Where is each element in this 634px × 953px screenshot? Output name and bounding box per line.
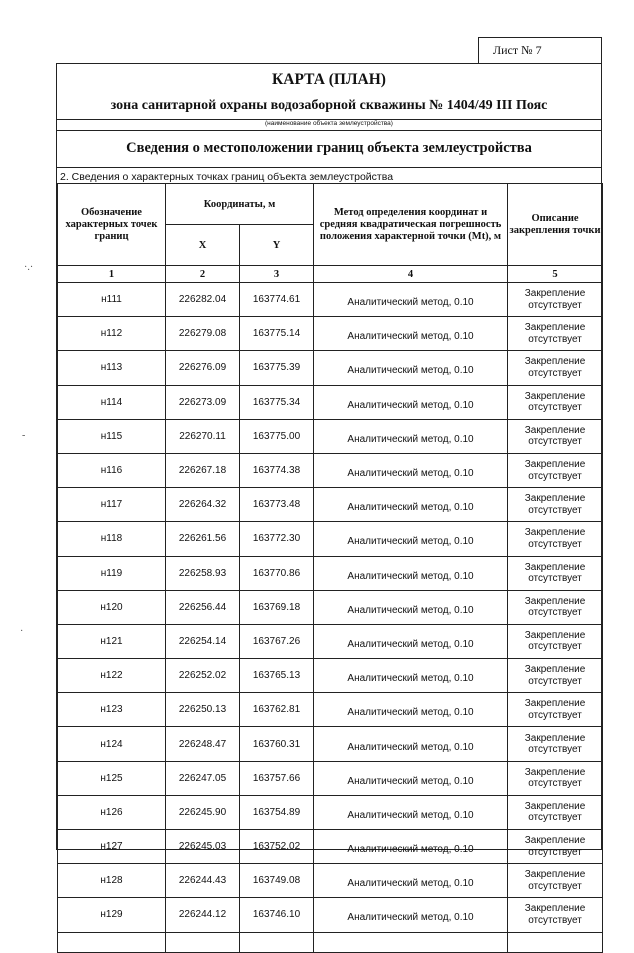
column-number: 4 (314, 266, 508, 283)
point-designation: н128 (58, 864, 166, 898)
document-subtitle: зона санитарной охраны водозаборной скважины № 1404/49 III Пояс (110, 98, 548, 113)
method-cell: Аналитический метод, 0.10 (314, 659, 508, 693)
fixing-description: Закрепление отсутствует (508, 453, 603, 487)
table-row (58, 419, 603, 453)
point-designation: н117 (58, 488, 166, 522)
table-row (58, 317, 603, 351)
x-coordinate: 226244.12 (166, 898, 240, 932)
document-frame (56, 63, 602, 926)
x-coordinate: 226261.56 (166, 522, 240, 556)
method-cell: Аналитический метод, 0.10 (314, 761, 508, 795)
x-coordinate: 226267.18 (166, 453, 240, 487)
fixing-description: Закрепление отсутствует (508, 556, 603, 590)
table-row (58, 453, 603, 487)
table-row (58, 659, 603, 693)
scan-artifact: · (20, 626, 24, 637)
method-cell: Аналитический метод, 0.10 (314, 727, 508, 761)
scan-artifact: ·.· (24, 262, 34, 273)
column-number: 2 (166, 266, 240, 283)
x-coordinate: 226276.09 (166, 351, 240, 385)
header-y: Y (240, 225, 314, 266)
fixing-description: Закрепление отсутствует (508, 419, 603, 453)
header-designation: Обозначение характерных точек границ (58, 184, 166, 266)
x-coordinate: 226245.03 (166, 830, 240, 864)
y-coordinate: 163754.89 (240, 795, 314, 829)
y-coordinate: 163773.48 (240, 488, 314, 522)
empty-cell (314, 932, 508, 952)
point-designation: н115 (58, 419, 166, 453)
fixing-description: Закрепление отсутствует (508, 795, 603, 829)
method-cell: Аналитический метод, 0.10 (314, 795, 508, 829)
table-row (58, 488, 603, 522)
table-row (58, 795, 603, 829)
header-description: Описание закрепления точки (508, 184, 603, 266)
empty-cell (166, 932, 240, 952)
x-coordinate: 226270.11 (166, 419, 240, 453)
x-coordinate: 226273.09 (166, 385, 240, 419)
y-coordinate: 163767.26 (240, 624, 314, 658)
fixing-description: Закрепление отсутствует (508, 830, 603, 864)
column-number: 1 (58, 266, 166, 283)
fixing-description: Закрепление отсутствует (508, 624, 603, 658)
table-row (58, 590, 603, 624)
fixing-description: Закрепление отсутствует (508, 659, 603, 693)
y-coordinate: 163775.14 (240, 317, 314, 351)
header-x: X (166, 225, 240, 266)
y-coordinate: 163760.31 (240, 727, 314, 761)
y-coordinate: 163746.10 (240, 898, 314, 932)
y-coordinate: 163752.02 (240, 830, 314, 864)
method-cell: Аналитический метод, 0.10 (314, 283, 508, 317)
point-designation: н118 (58, 522, 166, 556)
document-title: КАРТА (ПЛАН) (272, 71, 386, 88)
method-cell: Аналитический метод, 0.10 (314, 419, 508, 453)
point-designation: н122 (58, 659, 166, 693)
method-cell: Аналитический метод, 0.10 (314, 556, 508, 590)
x-coordinate: 226254.14 (166, 624, 240, 658)
table-row (58, 556, 603, 590)
fixing-description: Закрепление отсутствует (508, 590, 603, 624)
point-designation: н114 (58, 385, 166, 419)
method-cell: Аналитический метод, 0.10 (314, 590, 508, 624)
method-cell: Аналитический метод, 0.10 (314, 624, 508, 658)
point-designation: н119 (58, 556, 166, 590)
method-cell: Аналитический метод, 0.10 (314, 693, 508, 727)
point-designation: н123 (58, 693, 166, 727)
point-designation: н120 (58, 590, 166, 624)
table-row (58, 522, 603, 556)
point-designation: н126 (58, 795, 166, 829)
y-coordinate: 163775.39 (240, 351, 314, 385)
table-row (58, 385, 603, 419)
header-coordinates: Координаты, м (166, 184, 314, 225)
object-caption: (наименование объекта землеустройства) (265, 120, 393, 127)
column-number: 3 (240, 266, 314, 283)
y-coordinate: 163775.00 (240, 419, 314, 453)
x-coordinate: 226245.90 (166, 795, 240, 829)
fixing-description: Закрепление отсутствует (508, 898, 603, 932)
method-cell: Аналитический метод, 0.10 (314, 488, 508, 522)
x-coordinate: 226279.08 (166, 317, 240, 351)
table-row (58, 864, 603, 898)
point-designation: н113 (58, 351, 166, 385)
y-coordinate: 163765.13 (240, 659, 314, 693)
fixing-description: Закрепление отсутствует (508, 522, 603, 556)
table-row (58, 693, 603, 727)
sheet-number: Лист № 7 (478, 37, 602, 64)
table-row (58, 761, 603, 795)
point-designation: н116 (58, 453, 166, 487)
method-cell: Аналитический метод, 0.10 (314, 385, 508, 419)
divider (57, 130, 601, 131)
subsection-title: 2. Сведения о характерных точках границ объекта землеустройства (60, 171, 394, 183)
table-row (58, 283, 603, 317)
point-designation: н111 (58, 283, 166, 317)
fixing-description: Закрепление отсутствует (508, 351, 603, 385)
fixing-description: Закрепление отсутствует (508, 761, 603, 795)
table-row (58, 624, 603, 658)
empty-row (58, 932, 603, 952)
table-row (58, 830, 603, 864)
scan-artifact: - (22, 430, 26, 441)
fixing-description: Закрепление отсутствует (508, 283, 603, 317)
table-row (58, 727, 603, 761)
section-title: Сведения о местоположении границ объекта землеустройства (126, 140, 532, 156)
x-coordinate: 226258.93 (166, 556, 240, 590)
divider (57, 167, 601, 168)
method-cell: Аналитический метод, 0.10 (314, 830, 508, 864)
x-coordinate: 226250.13 (166, 693, 240, 727)
y-coordinate: 163749.08 (240, 864, 314, 898)
table-row (58, 898, 603, 932)
empty-cell (508, 932, 603, 952)
x-coordinate: 226244.43 (166, 864, 240, 898)
fixing-description: Закрепление отсутствует (508, 385, 603, 419)
point-designation: н129 (58, 898, 166, 932)
header-method: Метод определения координат и средняя квадратическая погрешность положения характерной точки (Mt), м (314, 184, 508, 266)
y-coordinate: 163762.81 (240, 693, 314, 727)
points-table (57, 183, 603, 953)
fixing-description: Закрепление отсутствует (508, 727, 603, 761)
y-coordinate: 163774.38 (240, 453, 314, 487)
empty-cell (58, 932, 166, 952)
point-designation: н125 (58, 761, 166, 795)
y-coordinate: 163770.86 (240, 556, 314, 590)
x-coordinate: 226256.44 (166, 590, 240, 624)
y-coordinate: 163757.66 (240, 761, 314, 795)
method-cell: Аналитический метод, 0.10 (314, 864, 508, 898)
point-designation: н112 (58, 317, 166, 351)
y-coordinate: 163772.30 (240, 522, 314, 556)
method-cell: Аналитический метод, 0.10 (314, 317, 508, 351)
point-designation: н124 (58, 727, 166, 761)
y-coordinate: 163775.34 (240, 385, 314, 419)
method-cell: Аналитический метод, 0.10 (314, 898, 508, 932)
x-coordinate: 226247.05 (166, 761, 240, 795)
x-coordinate: 226252.02 (166, 659, 240, 693)
method-cell: Аналитический метод, 0.10 (314, 453, 508, 487)
column-number: 5 (508, 266, 603, 283)
fixing-description: Закрепление отсутствует (508, 317, 603, 351)
method-cell: Аналитический метод, 0.10 (314, 351, 508, 385)
x-coordinate: 226264.32 (166, 488, 240, 522)
y-coordinate: 163774.61 (240, 283, 314, 317)
point-designation: н121 (58, 624, 166, 658)
empty-cell (240, 932, 314, 952)
fixing-description: Закрепление отсутствует (508, 693, 603, 727)
y-coordinate: 163769.18 (240, 590, 314, 624)
method-cell: Аналитический метод, 0.10 (314, 522, 508, 556)
table-row (58, 351, 603, 385)
point-designation: н127 (58, 830, 166, 864)
x-coordinate: 226282.04 (166, 283, 240, 317)
fixing-description: Закрепление отсутствует (508, 864, 603, 898)
fixing-description: Закрепление отсутствует (508, 488, 603, 522)
x-coordinate: 226248.47 (166, 727, 240, 761)
